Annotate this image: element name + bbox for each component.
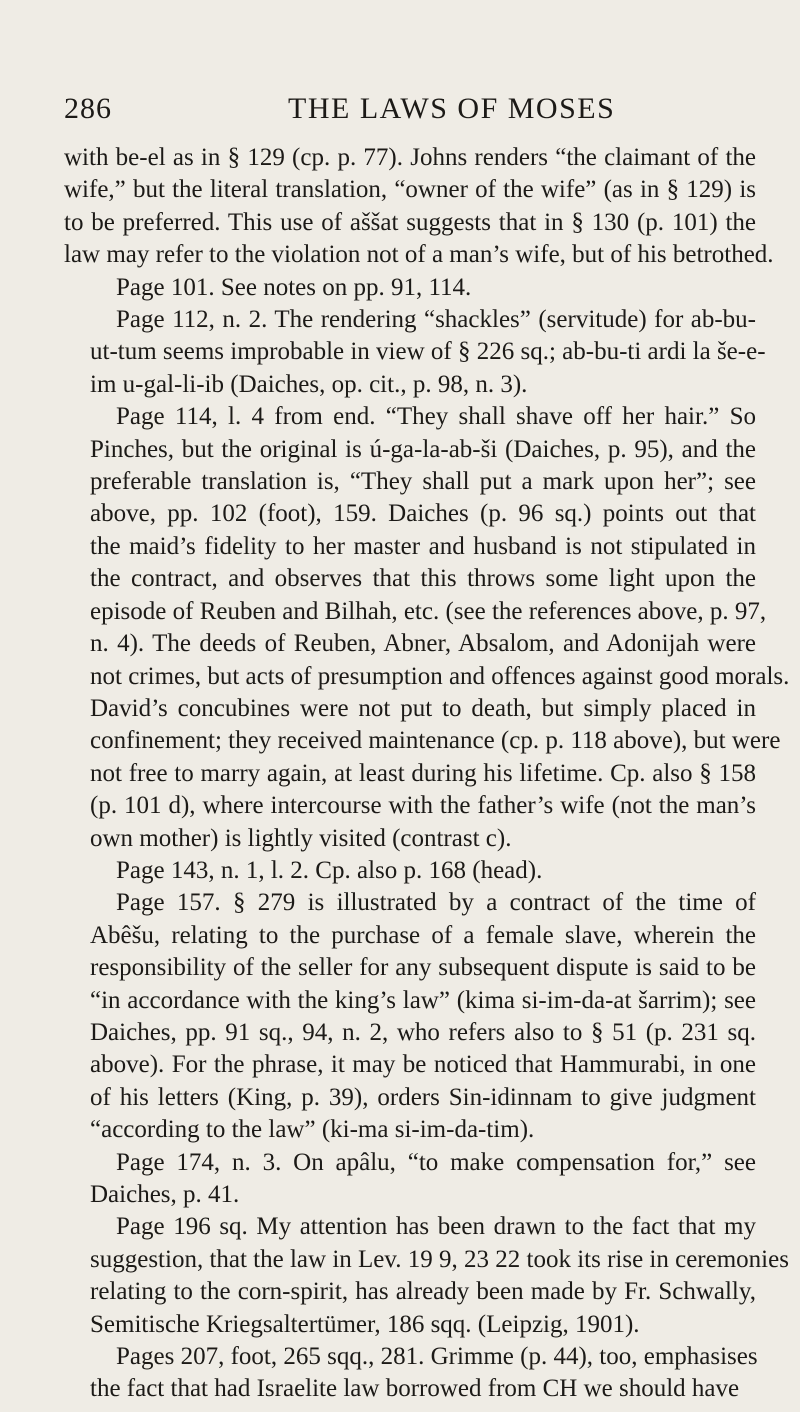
text-line: Abêšu, relating to the purchase of a female slave, wherein the bbox=[90, 921, 756, 949]
text-line: above). For the phrase, it may be noticed that Hammurabi, in one bbox=[90, 1051, 756, 1079]
text-line: Daiches, p. 41. bbox=[90, 1181, 240, 1208]
text-line: “according to the law” (ki-ma si-im-da-tim). bbox=[90, 1116, 535, 1144]
text-line: Pinches, but the original is ú-ga-la-ab-ši (Daiches, p. 95), and the bbox=[90, 435, 756, 463]
text-line: im u-gal-li-ib (Daiches, op. cit., p. 98, n. 3). bbox=[90, 370, 528, 398]
text-line: the contract, and observes that this throws some light upon the bbox=[90, 565, 756, 593]
text-line: preferable translation is, “They shall put a mark upon her”; see bbox=[90, 468, 756, 496]
text-line: (p. 101 d), where intercourse with the father’s wife (not the man’s bbox=[90, 792, 756, 820]
paragraph bbox=[64, 887, 756, 1146]
paragraph bbox=[64, 304, 766, 401]
paragraph bbox=[64, 142, 774, 272]
body-text bbox=[64, 142, 790, 1406]
text-line: Page 196 sq. My attention has been drawn to the fact that my bbox=[116, 1213, 756, 1241]
text-line: Daiches, pp. 91 sq., 94, n. 2, who refers also to § 51 (p. 231 sq. bbox=[90, 1018, 756, 1046]
text-line: Page 143, n. 1, l. 2. Cp. also p. 168 (head). bbox=[116, 856, 543, 884]
text-line: episode of Reuben and Bilhah, etc. (see the references above, p. 97, bbox=[90, 597, 767, 625]
running-title: THE LAWS OF MOSES bbox=[288, 92, 616, 125]
text-line: to be preferred. This use of aššat suggests that in § 130 (p. 101) the bbox=[64, 208, 756, 236]
text-line: with be-el as in § 129 (cp. p. 77). Johns renders “the claimant of the bbox=[64, 144, 756, 171]
text-line: law may refer to the violation not of a man’s wife, but of his betrothed. bbox=[64, 241, 774, 269]
text-line: n. 4). The deeds of Reuben, Abner, Absalom, and Adonijah were bbox=[90, 630, 756, 658]
page-number: 286 bbox=[64, 92, 112, 125]
text-line: wife,” but the literal translation, “owner of the wife” (as in § 129) is bbox=[64, 176, 756, 204]
text-line: Semitische Kriegsaltertümer, 186 sqq. (Leipzig, 1901). bbox=[90, 1310, 640, 1338]
text-line: ut-tum seems improbable in view of § 226 sq.; ab-bu-ti ardi la še-e- bbox=[90, 338, 766, 366]
paragraph bbox=[64, 272, 756, 304]
text-line: Pages 207, foot, 265 sqq., 281. Grimme (p. 44), too, emphasises bbox=[116, 1343, 758, 1371]
text-line: the maid’s fidelity to her master and husband is not stipulated in bbox=[90, 532, 756, 560]
paragraph bbox=[64, 855, 756, 887]
text-line: Page 112, n. 2. The rendering “shackles” (servitude) for ab-bu- bbox=[116, 306, 756, 334]
text-line: Page 157. § 279 is illustrated by a contract of the time of bbox=[116, 889, 756, 917]
text-line: relating to the corn-spirit, has already been made by Fr. Schwally, bbox=[90, 1278, 756, 1306]
text-line: the fact that had Israelite law borrowed from CH we should have bbox=[90, 1375, 740, 1403]
text-line: Page 174, n. 3. On apâlu, “to make compensation for,” see bbox=[116, 1148, 756, 1176]
paragraph bbox=[64, 1341, 756, 1406]
text-line: above, pp. 102 (foot), 159. Daiches (p. 96 sq.) points out that bbox=[90, 500, 756, 528]
paragraph bbox=[64, 401, 790, 855]
text-line: Page 114, l. 4 from end. “They shall shave off her hair.” So bbox=[116, 403, 756, 431]
text-line: not free to marry again, at least during his lifetime. Cp. also § 158 bbox=[90, 759, 756, 787]
text-line: suggestion, that the law in Lev. 19 9, 23 22 took its rise in ceremonies bbox=[90, 1245, 789, 1273]
text-line: responsibility of the seller for any subsequent dispute is said to be bbox=[90, 954, 756, 982]
text-line: “in accordance with the king’s law” (kima si-im-da-at šarrim); see bbox=[90, 986, 756, 1014]
text-line: own mother) is lightly visited (contrast c). bbox=[90, 824, 512, 852]
text-line: not crimes, but acts of presumption and offences against good morals. bbox=[90, 662, 790, 690]
paragraph bbox=[64, 1147, 756, 1212]
text-line: David’s concubines were not put to death, but simply placed in bbox=[90, 694, 756, 722]
text-line: of his letters (King, p. 39), orders Sin-idinnam to give judgment bbox=[90, 1083, 756, 1111]
page-header bbox=[0, 92, 800, 132]
paragraph bbox=[64, 1211, 789, 1341]
text-line: Page 101. See notes on pp. 91, 114. bbox=[116, 273, 472, 301]
text-line: confinement; they received maintenance (cp. p. 118 above), but were bbox=[90, 727, 781, 755]
